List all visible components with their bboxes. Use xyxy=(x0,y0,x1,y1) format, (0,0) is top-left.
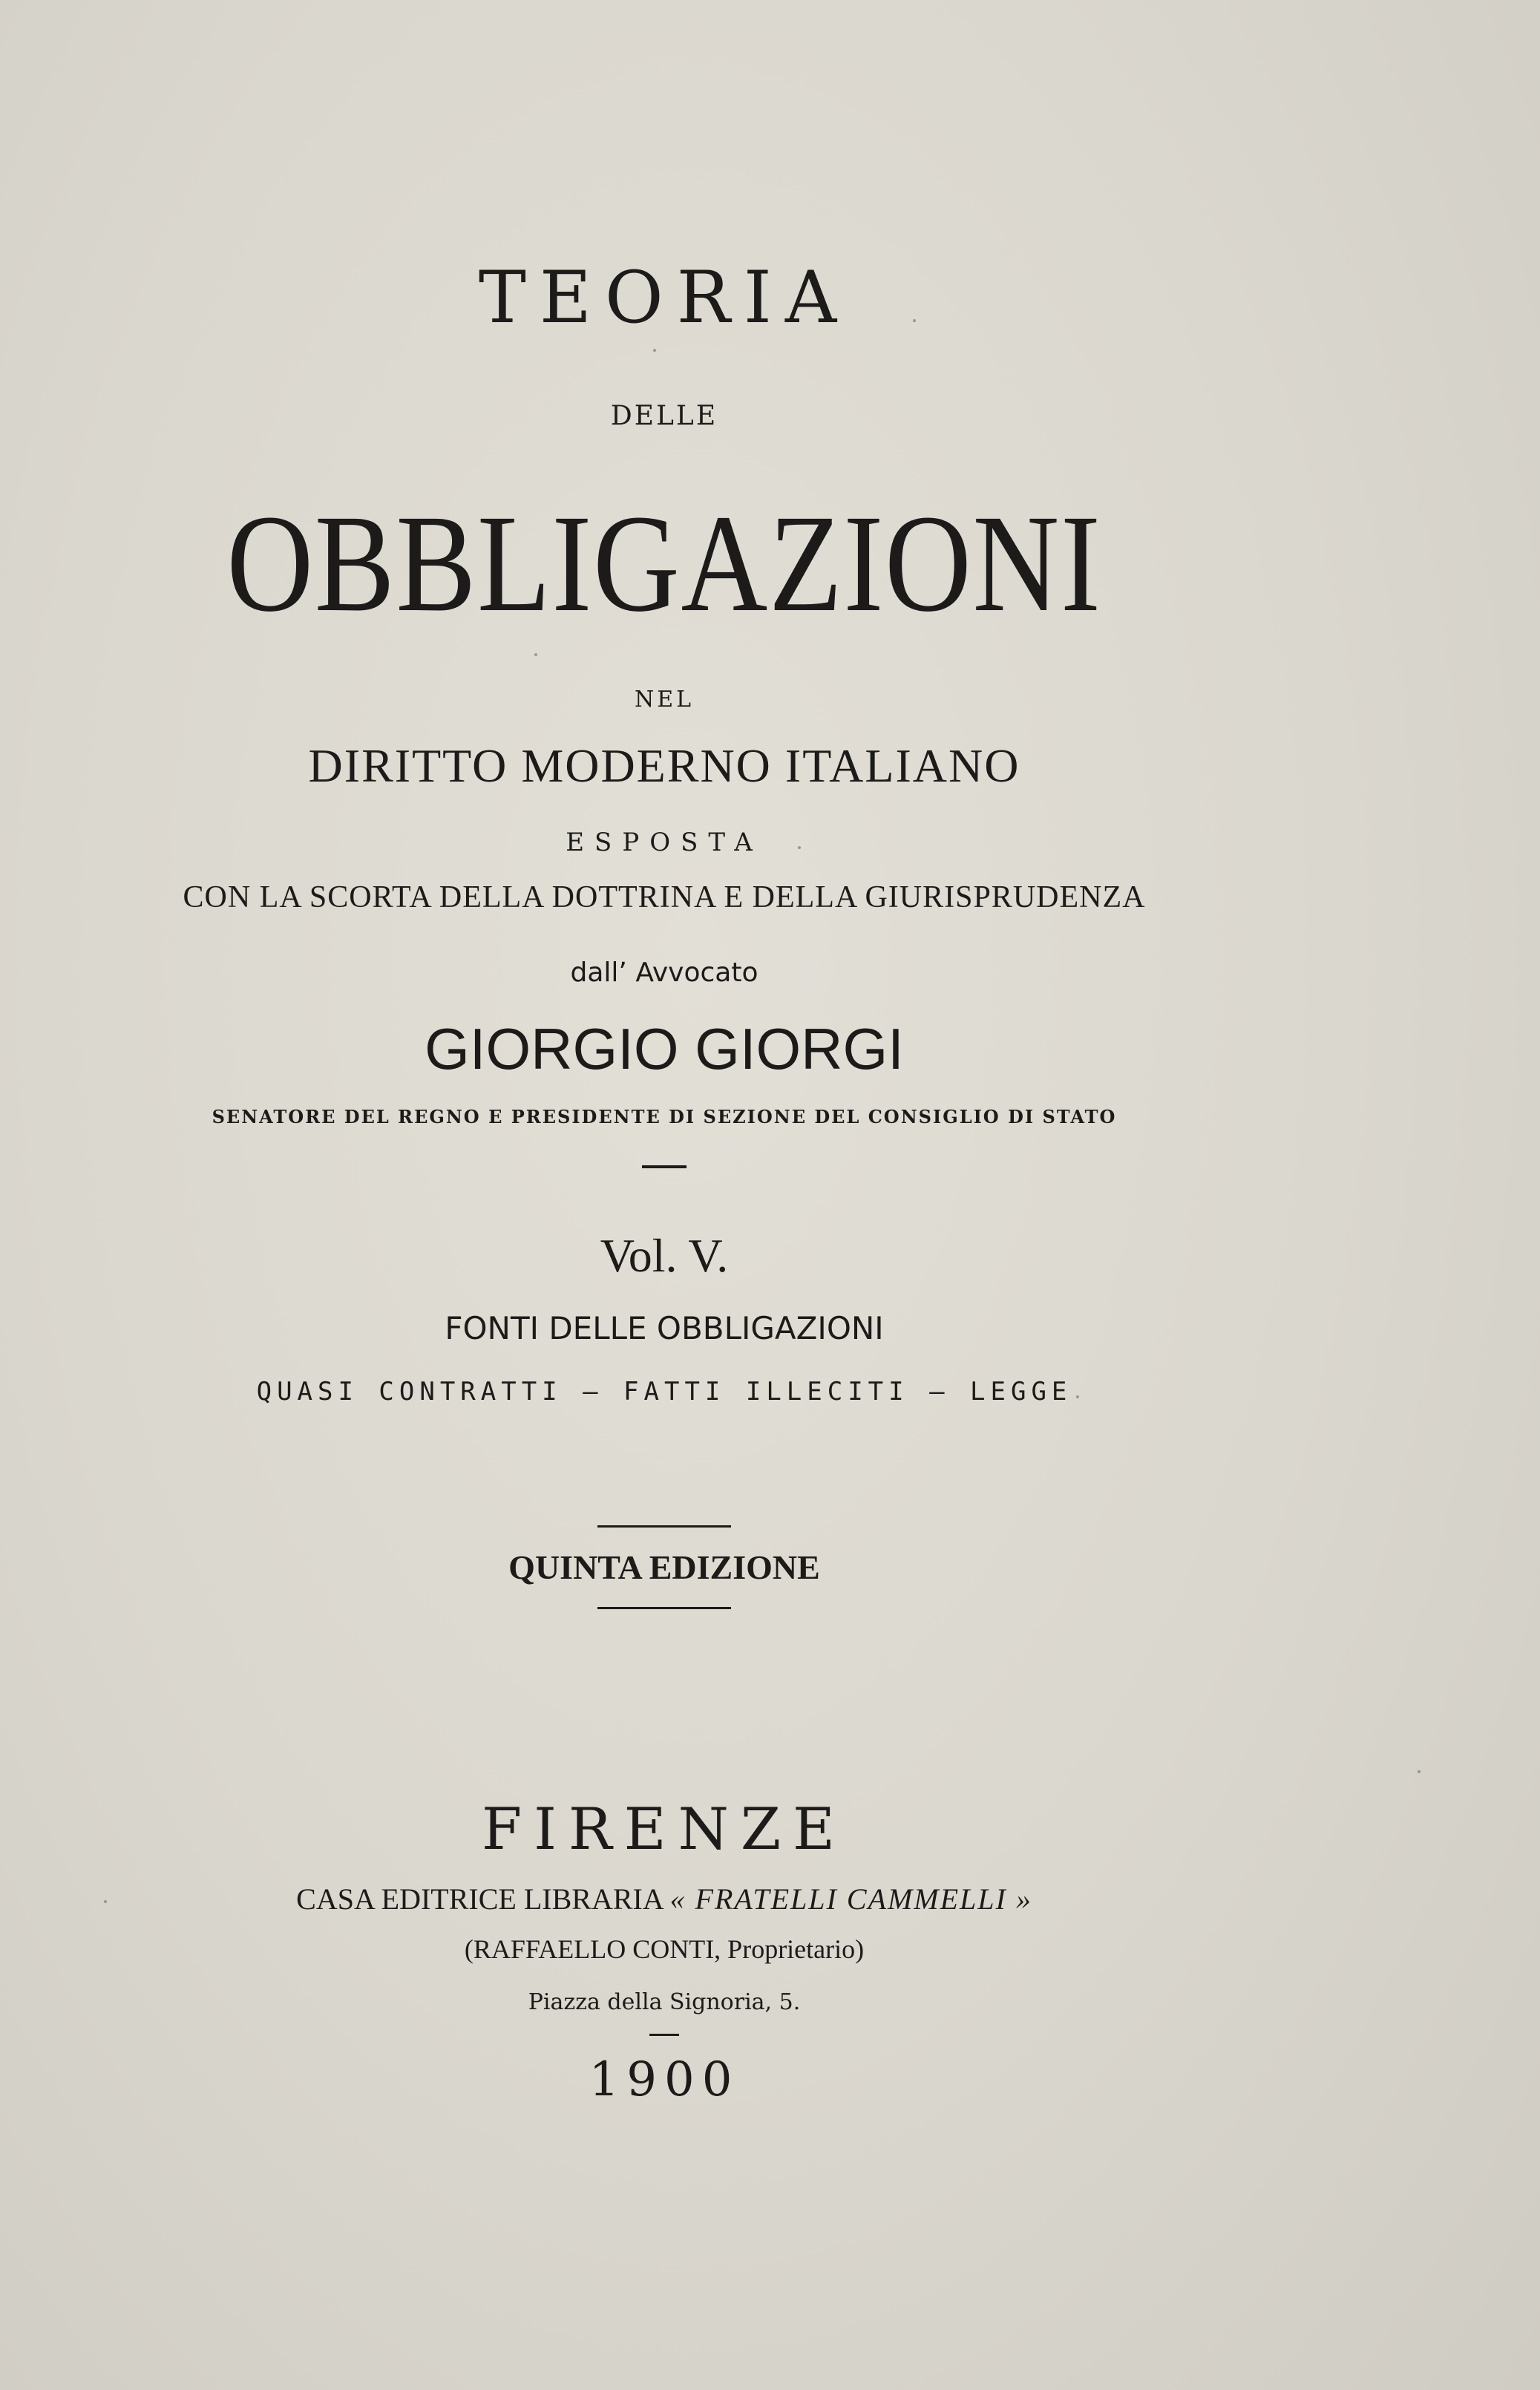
volume-contents: QUASI CONTRATTI — FATTI ILLECITI — LEGGE xyxy=(256,1377,1072,1407)
divider-bottom-edition xyxy=(597,1607,731,1609)
paper-speck xyxy=(1076,1395,1079,1398)
title-teoria: TEORIA xyxy=(478,256,851,339)
paper-speck xyxy=(534,653,537,656)
publisher-name: « FRATELLI CAMMELLI » xyxy=(669,1882,1032,1916)
publisher-line xyxy=(0,1882,1328,1916)
paper-speck xyxy=(798,846,801,849)
author-name: GIORGIO GIORGI xyxy=(425,1016,904,1081)
main-title: OBBLIGAZIONI xyxy=(226,485,1102,641)
paper-speck xyxy=(1418,1770,1421,1773)
divider-year xyxy=(649,2034,679,2036)
publication-year: 1900 xyxy=(589,2052,740,2107)
publisher-address: Piazza della Signoria, 5. xyxy=(528,1989,801,2015)
word-esposta: ESPOSTA xyxy=(566,828,763,857)
divider-short xyxy=(642,1165,687,1168)
volume-number: Vol. V. xyxy=(600,1229,729,1282)
divider-top-edition xyxy=(597,1525,731,1528)
edition: QUINTA EDIZIONE xyxy=(508,1548,820,1586)
word-delle: DELLE xyxy=(610,401,718,431)
subtitle-diritto: DIRITTO MODERNO ITALIANO xyxy=(308,739,1020,792)
word-nel: NEL xyxy=(634,687,695,713)
paper-speck xyxy=(653,349,656,352)
paper-speck xyxy=(913,319,916,322)
subtitle-scorta: CON LA SCORTA DELLA DOTTRINA E DELLA GIURISPRUDENZA xyxy=(183,880,1146,914)
paper-speck xyxy=(104,1900,107,1903)
author-prefix: dall’ Avvocato xyxy=(570,957,758,988)
volume-subject: FONTI DELLE OBBLIGAZIONI xyxy=(445,1310,884,1346)
publisher-prefix: CASA EDITRICE LIBRARIA xyxy=(296,1882,670,1916)
author-titles: SENATORE DEL REGNO E PRESIDENTE DI SEZIONE DEL CONSIGLIO DI STATO xyxy=(212,1106,1117,1127)
publication-city: FIRENZE xyxy=(482,1796,847,1863)
publisher-owner: (RAFFAELLO CONTI, Proprietario) xyxy=(464,1934,865,1964)
